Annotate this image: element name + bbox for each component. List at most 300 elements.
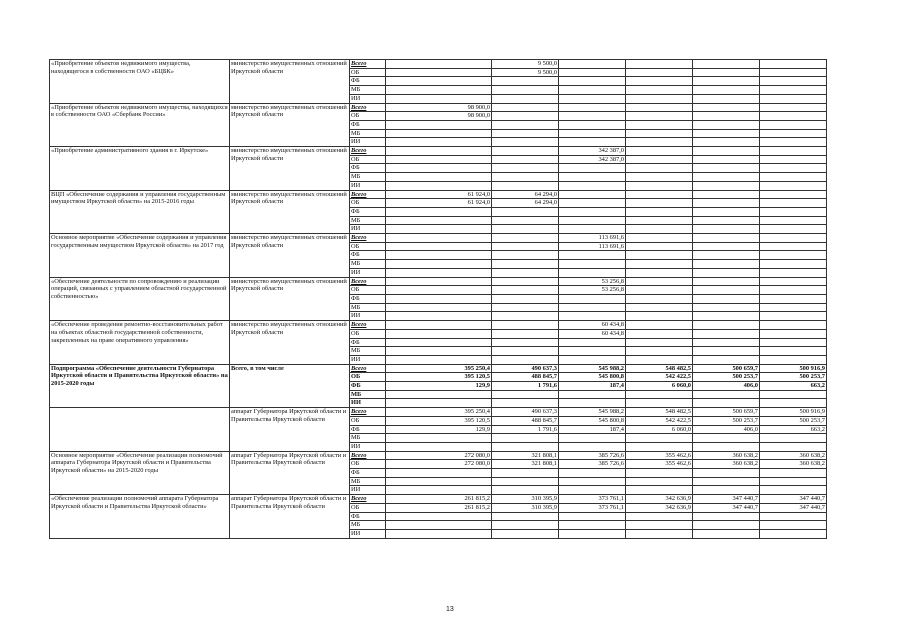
funding-source-cell: ОБ bbox=[350, 286, 386, 295]
value-cell bbox=[760, 164, 827, 173]
executor-cell: министерство имущественных отношений Иркутской области bbox=[230, 103, 350, 147]
value-cell bbox=[559, 103, 626, 112]
executor-cell: Всего, в том числе bbox=[230, 364, 350, 408]
value-cell: 500 253,7 bbox=[760, 416, 827, 425]
value-cell bbox=[559, 521, 626, 530]
value-cell bbox=[559, 190, 626, 199]
value-cell bbox=[386, 155, 492, 164]
funding-source-cell: ОБ bbox=[350, 503, 386, 512]
value-cell: 347 440,7 bbox=[760, 495, 827, 504]
funding-source-cell: МБ bbox=[350, 216, 386, 225]
value-cell bbox=[492, 469, 559, 478]
executor-cell: аппарат Губернатора Иркутской области и Правительства Иркутской области bbox=[230, 495, 350, 539]
value-cell: 373 761,1 bbox=[559, 503, 626, 512]
value-cell bbox=[760, 60, 827, 69]
value-cell bbox=[760, 442, 827, 451]
value-cell: 385 726,6 bbox=[559, 460, 626, 469]
value-cell bbox=[760, 234, 827, 243]
value-cell bbox=[559, 68, 626, 77]
value-cell bbox=[386, 521, 492, 530]
value-cell bbox=[492, 225, 559, 234]
value-cell bbox=[760, 303, 827, 312]
funding-source-cell: ИИ bbox=[350, 312, 386, 321]
value-cell: 545 800,8 bbox=[559, 416, 626, 425]
value-cell bbox=[559, 512, 626, 521]
value-cell bbox=[626, 303, 693, 312]
value-cell bbox=[760, 268, 827, 277]
funding-source-cell: МБ bbox=[350, 173, 386, 182]
measure-name-cell: «Приобретение объектов недвижимого имущества, находящихся в собственности ОАО «Сбербанк России» bbox=[50, 103, 230, 147]
funding-source-cell: ИИ bbox=[350, 355, 386, 364]
value-cell bbox=[760, 86, 827, 95]
value-cell bbox=[693, 329, 760, 338]
value-cell bbox=[626, 199, 693, 208]
value-cell: 129,9 bbox=[386, 382, 492, 391]
value-cell bbox=[626, 94, 693, 103]
value-cell bbox=[559, 112, 626, 121]
value-cell bbox=[386, 268, 492, 277]
table-row bbox=[50, 147, 827, 156]
value-cell bbox=[559, 338, 626, 347]
value-cell bbox=[693, 469, 760, 478]
value-cell: 500 659,7 bbox=[693, 408, 760, 417]
value-cell bbox=[559, 529, 626, 538]
value-cell bbox=[760, 321, 827, 330]
value-cell: 342 387,0 bbox=[559, 147, 626, 156]
value-cell bbox=[693, 477, 760, 486]
value-cell bbox=[693, 277, 760, 286]
measure-name-cell: «Обеспечение реализации полномочий аппарата Губернатора Иркутской области и Правительства Иркутской области» bbox=[50, 495, 230, 539]
value-cell bbox=[492, 207, 559, 216]
measure-name-cell: Основное мероприятие «Обеспечение содержания и управления государственным имуществом Иркутской области» на 2017 год bbox=[50, 234, 230, 278]
value-cell bbox=[626, 251, 693, 260]
value-cell: 261 815,2 bbox=[386, 495, 492, 504]
value-cell bbox=[693, 399, 760, 408]
executor-cell: аппарат Губернатора Иркутской области и Правительства Иркутской области bbox=[230, 408, 350, 452]
table-row bbox=[50, 451, 827, 460]
value-cell bbox=[386, 469, 492, 478]
value-cell: 355 462,6 bbox=[626, 451, 693, 460]
value-cell bbox=[626, 268, 693, 277]
funding-source-cell: ФБ bbox=[350, 251, 386, 260]
value-cell: 500 253,7 bbox=[693, 373, 760, 382]
funding-source-cell: ОБ bbox=[350, 373, 386, 382]
funding-source-cell: МБ bbox=[350, 86, 386, 95]
value-cell bbox=[760, 390, 827, 399]
value-cell bbox=[693, 60, 760, 69]
value-cell bbox=[760, 521, 827, 530]
value-cell bbox=[492, 303, 559, 312]
value-cell bbox=[693, 86, 760, 95]
value-cell bbox=[693, 303, 760, 312]
value-cell bbox=[386, 147, 492, 156]
value-cell bbox=[559, 86, 626, 95]
value-cell bbox=[492, 94, 559, 103]
value-cell bbox=[626, 329, 693, 338]
value-cell bbox=[559, 94, 626, 103]
value-cell bbox=[492, 260, 559, 269]
value-cell bbox=[386, 529, 492, 538]
value-cell: 395 120,5 bbox=[386, 416, 492, 425]
executor-cell: министерство имущественных отношений Иркутской области bbox=[230, 190, 350, 234]
value-cell bbox=[559, 303, 626, 312]
value-cell bbox=[693, 94, 760, 103]
table-row bbox=[50, 234, 827, 243]
table-row bbox=[50, 321, 827, 330]
value-cell bbox=[626, 155, 693, 164]
value-cell bbox=[760, 529, 827, 538]
funding-source-cell: Всего bbox=[350, 147, 386, 156]
value-cell bbox=[626, 138, 693, 147]
budget-table bbox=[49, 59, 827, 539]
value-cell bbox=[626, 103, 693, 112]
executor-cell: министерство имущественных отношений Иркутской области bbox=[230, 147, 350, 191]
value-cell bbox=[760, 277, 827, 286]
value-cell bbox=[693, 294, 760, 303]
value-cell bbox=[386, 77, 492, 86]
measure-name-cell bbox=[50, 408, 230, 452]
value-cell bbox=[386, 294, 492, 303]
value-cell bbox=[492, 338, 559, 347]
value-cell: 542 422,5 bbox=[626, 416, 693, 425]
value-cell: 406,0 bbox=[693, 425, 760, 434]
value-cell bbox=[559, 434, 626, 443]
value-cell: 385 726,6 bbox=[559, 451, 626, 460]
table-row bbox=[50, 495, 827, 504]
value-cell bbox=[559, 164, 626, 173]
value-cell bbox=[492, 155, 559, 164]
value-cell bbox=[386, 329, 492, 338]
value-cell: 61 924,0 bbox=[386, 199, 492, 208]
value-cell: 490 637,3 bbox=[492, 364, 559, 373]
value-cell bbox=[386, 260, 492, 269]
value-cell: 373 761,1 bbox=[559, 495, 626, 504]
value-cell: 342 636,9 bbox=[626, 495, 693, 504]
value-cell bbox=[559, 355, 626, 364]
value-cell bbox=[626, 60, 693, 69]
value-cell: 500 253,7 bbox=[760, 373, 827, 382]
value-cell bbox=[626, 120, 693, 129]
value-cell bbox=[559, 181, 626, 190]
value-cell bbox=[760, 103, 827, 112]
value-cell: 342 387,0 bbox=[559, 155, 626, 164]
funding-source-cell: ИИ bbox=[350, 486, 386, 495]
value-cell bbox=[760, 155, 827, 164]
table-row bbox=[50, 364, 827, 373]
funding-source-cell: Всего bbox=[350, 451, 386, 460]
value-cell: 98 900,0 bbox=[386, 103, 492, 112]
value-cell bbox=[386, 312, 492, 321]
value-cell bbox=[492, 512, 559, 521]
value-cell bbox=[559, 138, 626, 147]
value-cell bbox=[492, 399, 559, 408]
funding-source-cell: Всего bbox=[350, 321, 386, 330]
funding-source-cell: МБ bbox=[350, 477, 386, 486]
funding-source-cell: ФБ bbox=[350, 425, 386, 434]
value-cell bbox=[559, 216, 626, 225]
funding-source-cell: ФБ bbox=[350, 164, 386, 173]
value-cell bbox=[626, 147, 693, 156]
value-cell bbox=[693, 216, 760, 225]
value-cell bbox=[693, 164, 760, 173]
value-cell bbox=[559, 399, 626, 408]
value-cell bbox=[693, 103, 760, 112]
value-cell: 1 791,6 bbox=[492, 425, 559, 434]
value-cell bbox=[386, 181, 492, 190]
value-cell bbox=[626, 77, 693, 86]
value-cell bbox=[559, 347, 626, 356]
value-cell bbox=[760, 68, 827, 77]
value-cell bbox=[693, 173, 760, 182]
value-cell: 187,4 bbox=[559, 382, 626, 391]
value-cell bbox=[492, 347, 559, 356]
value-cell: 347 440,7 bbox=[693, 503, 760, 512]
value-cell bbox=[492, 77, 559, 86]
value-cell bbox=[626, 277, 693, 286]
value-cell bbox=[386, 234, 492, 243]
value-cell: 64 294,0 bbox=[492, 190, 559, 199]
value-cell bbox=[626, 294, 693, 303]
value-cell: 500 916,9 bbox=[760, 364, 827, 373]
value-cell bbox=[492, 129, 559, 138]
value-cell bbox=[760, 216, 827, 225]
executor-cell: аппарат Губернатора Иркутской области и Правительства Иркутской области bbox=[230, 451, 350, 495]
value-cell: 272 080,0 bbox=[386, 460, 492, 469]
value-cell: 548 482,5 bbox=[626, 364, 693, 373]
value-cell bbox=[559, 120, 626, 129]
funding-source-cell: Всего bbox=[350, 60, 386, 69]
value-cell bbox=[760, 399, 827, 408]
value-cell bbox=[626, 129, 693, 138]
value-cell bbox=[492, 390, 559, 399]
value-cell bbox=[626, 521, 693, 530]
value-cell: 113 691,6 bbox=[559, 242, 626, 251]
funding-source-cell: Всего bbox=[350, 408, 386, 417]
value-cell: 542 422,5 bbox=[626, 373, 693, 382]
funding-source-cell: Всего bbox=[350, 234, 386, 243]
value-cell bbox=[760, 207, 827, 216]
value-cell bbox=[492, 312, 559, 321]
value-cell: 545 988,2 bbox=[559, 364, 626, 373]
value-cell: 545 800,8 bbox=[559, 373, 626, 382]
value-cell bbox=[626, 321, 693, 330]
table-row bbox=[50, 277, 827, 286]
value-cell bbox=[386, 207, 492, 216]
value-cell bbox=[626, 190, 693, 199]
value-cell: 6 060,0 bbox=[626, 425, 693, 434]
value-cell: 61 924,0 bbox=[386, 190, 492, 199]
value-cell bbox=[386, 303, 492, 312]
value-cell bbox=[386, 321, 492, 330]
funding-source-cell: Всего bbox=[350, 190, 386, 199]
value-cell bbox=[386, 390, 492, 399]
value-cell bbox=[492, 173, 559, 182]
value-cell bbox=[492, 442, 559, 451]
value-cell bbox=[492, 321, 559, 330]
value-cell bbox=[386, 442, 492, 451]
value-cell bbox=[693, 355, 760, 364]
value-cell: 1 791,6 bbox=[492, 382, 559, 391]
value-cell: 321 808,1 bbox=[492, 451, 559, 460]
value-cell: 395 120,5 bbox=[386, 373, 492, 382]
value-cell bbox=[386, 512, 492, 521]
value-cell bbox=[760, 312, 827, 321]
value-cell bbox=[559, 442, 626, 451]
value-cell bbox=[559, 77, 626, 86]
value-cell bbox=[693, 147, 760, 156]
value-cell bbox=[693, 129, 760, 138]
funding-source-cell: ИИ bbox=[350, 225, 386, 234]
value-cell bbox=[760, 486, 827, 495]
value-cell: 360 638,2 bbox=[693, 451, 760, 460]
value-cell bbox=[693, 242, 760, 251]
value-cell: 360 638,2 bbox=[760, 460, 827, 469]
value-cell bbox=[693, 312, 760, 321]
value-cell bbox=[760, 77, 827, 86]
value-cell bbox=[693, 286, 760, 295]
value-cell bbox=[492, 234, 559, 243]
value-cell bbox=[626, 181, 693, 190]
value-cell: 60 434,8 bbox=[559, 329, 626, 338]
value-cell bbox=[386, 477, 492, 486]
value-cell bbox=[492, 329, 559, 338]
value-cell bbox=[626, 260, 693, 269]
executor-cell: министерство имущественных отношений Иркутской области bbox=[230, 60, 350, 104]
value-cell bbox=[626, 173, 693, 182]
value-cell bbox=[760, 294, 827, 303]
value-cell bbox=[760, 190, 827, 199]
table-row bbox=[50, 60, 827, 69]
value-cell: 406,0 bbox=[693, 382, 760, 391]
funding-source-cell: ОБ bbox=[350, 199, 386, 208]
value-cell bbox=[693, 199, 760, 208]
value-cell bbox=[559, 60, 626, 69]
value-cell: 9 500,0 bbox=[492, 60, 559, 69]
value-cell: 342 636,9 bbox=[626, 503, 693, 512]
value-cell bbox=[492, 138, 559, 147]
value-cell: 64 294,0 bbox=[492, 199, 559, 208]
measure-name-cell: ВЦП «Обеспечение содержания и управления государственным имуществом Иркутской области» на 2015-2016 годы bbox=[50, 190, 230, 234]
value-cell bbox=[559, 486, 626, 495]
value-cell bbox=[626, 512, 693, 521]
value-cell bbox=[626, 312, 693, 321]
funding-source-cell: ОБ bbox=[350, 416, 386, 425]
value-cell bbox=[386, 277, 492, 286]
executor-cell: министерство имущественных отношений Иркутской области bbox=[230, 234, 350, 278]
value-cell bbox=[492, 521, 559, 530]
value-cell: 321 808,1 bbox=[492, 460, 559, 469]
funding-source-cell: ФБ bbox=[350, 382, 386, 391]
value-cell: 347 440,7 bbox=[693, 495, 760, 504]
value-cell bbox=[626, 347, 693, 356]
value-cell bbox=[693, 529, 760, 538]
value-cell bbox=[693, 68, 760, 77]
value-cell: 310 395,9 bbox=[492, 503, 559, 512]
value-cell bbox=[386, 347, 492, 356]
value-cell bbox=[626, 390, 693, 399]
value-cell bbox=[386, 242, 492, 251]
value-cell bbox=[492, 286, 559, 295]
value-cell: 272 080,0 bbox=[386, 451, 492, 460]
value-cell bbox=[386, 164, 492, 173]
value-cell bbox=[559, 294, 626, 303]
funding-source-cell: ОБ bbox=[350, 68, 386, 77]
funding-source-cell: Всего bbox=[350, 495, 386, 504]
value-cell bbox=[386, 251, 492, 260]
value-cell bbox=[386, 486, 492, 495]
value-cell: 545 988,2 bbox=[559, 408, 626, 417]
value-cell bbox=[492, 434, 559, 443]
value-cell bbox=[559, 312, 626, 321]
measure-name-cell: «Обеспечение проведения ремонтно-восстановительных работ на объектах областной государственной собственности, закрепленных на праве оперативного управления» bbox=[50, 321, 230, 365]
funding-source-cell: ФБ bbox=[350, 469, 386, 478]
value-cell bbox=[492, 477, 559, 486]
value-cell bbox=[693, 190, 760, 199]
value-cell bbox=[626, 68, 693, 77]
funding-source-cell: ФБ bbox=[350, 77, 386, 86]
value-cell bbox=[626, 242, 693, 251]
value-cell bbox=[693, 207, 760, 216]
value-cell bbox=[760, 329, 827, 338]
funding-source-cell: МБ bbox=[350, 347, 386, 356]
funding-source-cell: Всего bbox=[350, 103, 386, 112]
value-cell bbox=[760, 512, 827, 521]
value-cell bbox=[760, 260, 827, 269]
value-cell bbox=[693, 234, 760, 243]
value-cell bbox=[760, 338, 827, 347]
funding-source-cell: ОБ bbox=[350, 460, 386, 469]
value-cell: 187,4 bbox=[559, 425, 626, 434]
funding-source-cell: ФБ bbox=[350, 512, 386, 521]
value-cell bbox=[492, 181, 559, 190]
value-cell: 360 638,2 bbox=[760, 451, 827, 460]
value-cell bbox=[492, 147, 559, 156]
value-cell bbox=[559, 251, 626, 260]
value-cell: 6 060,0 bbox=[626, 382, 693, 391]
value-cell bbox=[626, 216, 693, 225]
value-cell: 9 500,0 bbox=[492, 68, 559, 77]
measure-name-cell: «Приобретение административного здания в г. Иркутске» bbox=[50, 147, 230, 191]
value-cell bbox=[760, 469, 827, 478]
value-cell bbox=[559, 477, 626, 486]
value-cell bbox=[693, 112, 760, 121]
value-cell bbox=[386, 399, 492, 408]
funding-source-cell: ФБ bbox=[350, 207, 386, 216]
value-cell: 500 253,7 bbox=[693, 416, 760, 425]
value-cell bbox=[760, 112, 827, 121]
funding-source-cell: ИИ bbox=[350, 94, 386, 103]
value-cell bbox=[693, 512, 760, 521]
value-cell bbox=[386, 338, 492, 347]
table-row bbox=[50, 408, 827, 417]
funding-source-cell: ОБ bbox=[350, 242, 386, 251]
funding-source-cell: МБ bbox=[350, 521, 386, 530]
value-cell bbox=[386, 129, 492, 138]
value-cell bbox=[626, 164, 693, 173]
executor-cell: министерство имущественных отношений Иркутской области bbox=[230, 277, 350, 321]
value-cell bbox=[760, 173, 827, 182]
value-cell bbox=[626, 112, 693, 121]
value-cell bbox=[760, 181, 827, 190]
value-cell: 548 482,5 bbox=[626, 408, 693, 417]
value-cell bbox=[386, 286, 492, 295]
value-cell bbox=[693, 181, 760, 190]
value-cell bbox=[492, 103, 559, 112]
value-cell: 53 256,8 bbox=[559, 277, 626, 286]
value-cell bbox=[492, 120, 559, 129]
value-cell bbox=[760, 286, 827, 295]
value-cell bbox=[492, 529, 559, 538]
